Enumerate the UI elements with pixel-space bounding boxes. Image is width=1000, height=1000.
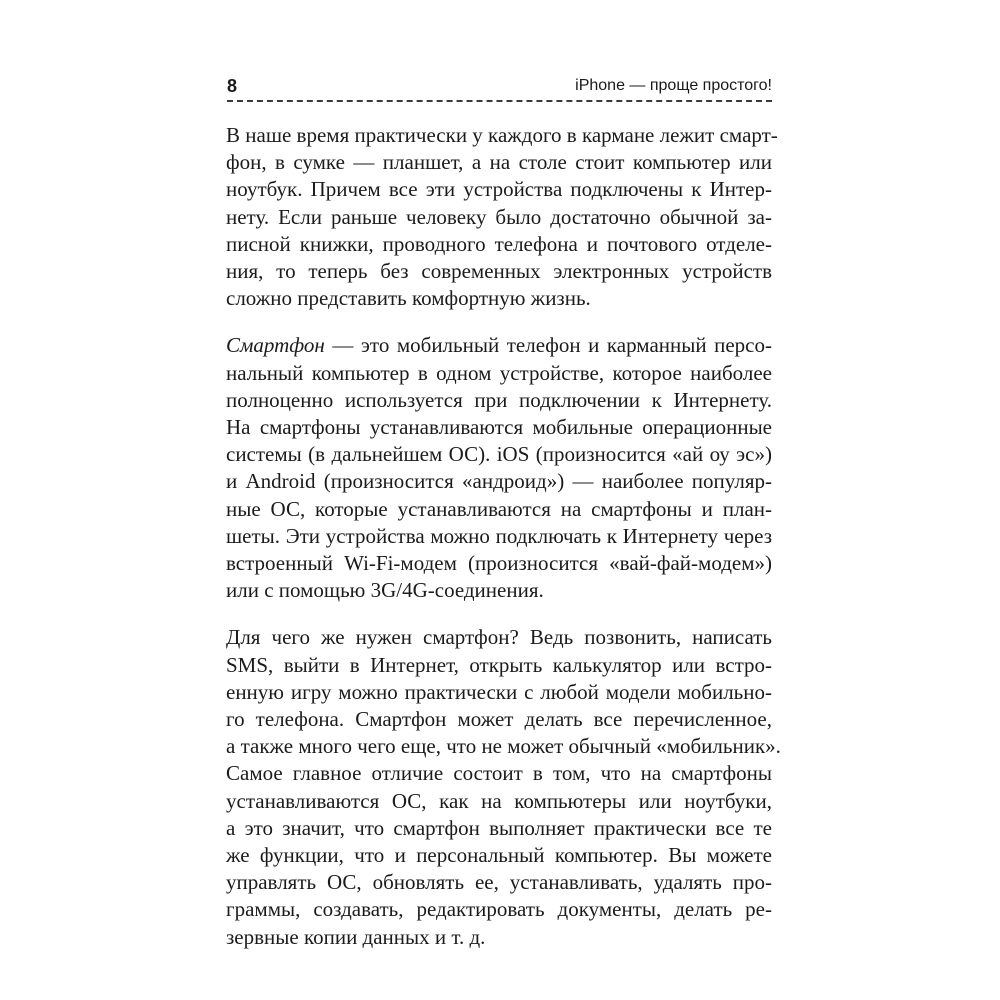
text-line: и Android (произносится «андроид») — наиболее популяр- [226,469,772,494]
text-line: полноценно используется при подключении к Интернету. [226,387,772,412]
text-line: фон, в сумке — планшет, а на столе стоит компьютер или [226,150,772,175]
text-line: встроенный Wi-Fi-модем (произносится «вай-фай-модем») [226,551,772,576]
text-line: го телефона. Смартфон может делать все перечисленное, [226,707,772,732]
running-title: iPhone — проще простого! [575,77,772,94]
text-line: зервные копии данных и т. д. [226,924,486,949]
text-line: а также много чего еще, что не может обычный «мобильник». [226,734,781,759]
term-smartphone: Смартфон [226,333,325,358]
header-divider [227,100,772,102]
text-line: или с помощью 3G/4G-соединения. [226,578,544,603]
text-line: ния, то теперь без современных электронных устройств [226,259,772,284]
text-line: системы (в дальнейшем ОС). iOS (произносится «ай оу эс») [226,442,772,467]
definition-start: — это мобильный телефон и карманный персо- [324,333,772,358]
paragraph-2 [226,332,772,604]
text-line: граммы, создавать, редактировать документы, делать ре- [226,897,772,922]
text-line: устанавливаются ОС, как на компьютеры или ноутбуки, [226,788,772,813]
text-line: шеты. Эти устройства можно подключать к Интернету через [226,523,772,548]
text-line: писной книжки, проводного телефона и почтового отделе- [226,231,772,256]
text-line: а это значит, что смартфон выполняет практически все те [226,815,772,840]
page-number: 8 [227,76,238,96]
paragraph-1 [226,122,778,312]
text-line: нальный компьютер в одном устройстве, которое наиболее [226,360,772,385]
text-line: ноутбук. Причем все эти устройства подключены к Интер- [226,177,772,202]
text-line: Самое главное отличие состоит в том, что на смартфоны [226,761,772,786]
text-line: SMS, выйти в Интернет, открыть калькулятор или встро- [226,652,772,677]
text-line: ные ОС, которые устанавливаются на смартфоны и план- [226,496,772,521]
text-line-first [226,332,772,359]
text-line: В наше время практически у каждого в кармане лежит смарт- [226,123,778,147]
body-text [226,122,781,971]
text-line: На смартфоны устанавливаются мобильные операционные [226,415,772,440]
paragraph-3 [226,624,781,950]
page-header [227,76,772,98]
text-line: сложно представить комфортную жизнь. [226,286,591,311]
text-line: же функции, что и персональный компьютер. Вы можете [226,843,772,868]
text-line: енную игру можно практически с любой модели мобильно- [226,679,772,704]
text-line: управлять ОС, обновлять ее, устанавливать, удалять про- [226,870,772,895]
text-line: нету. Если раньше человеку было достаточно обычной за- [226,204,772,229]
text-line: Для чего же нужен смартфон? Ведь позвонить, написать [226,625,772,650]
